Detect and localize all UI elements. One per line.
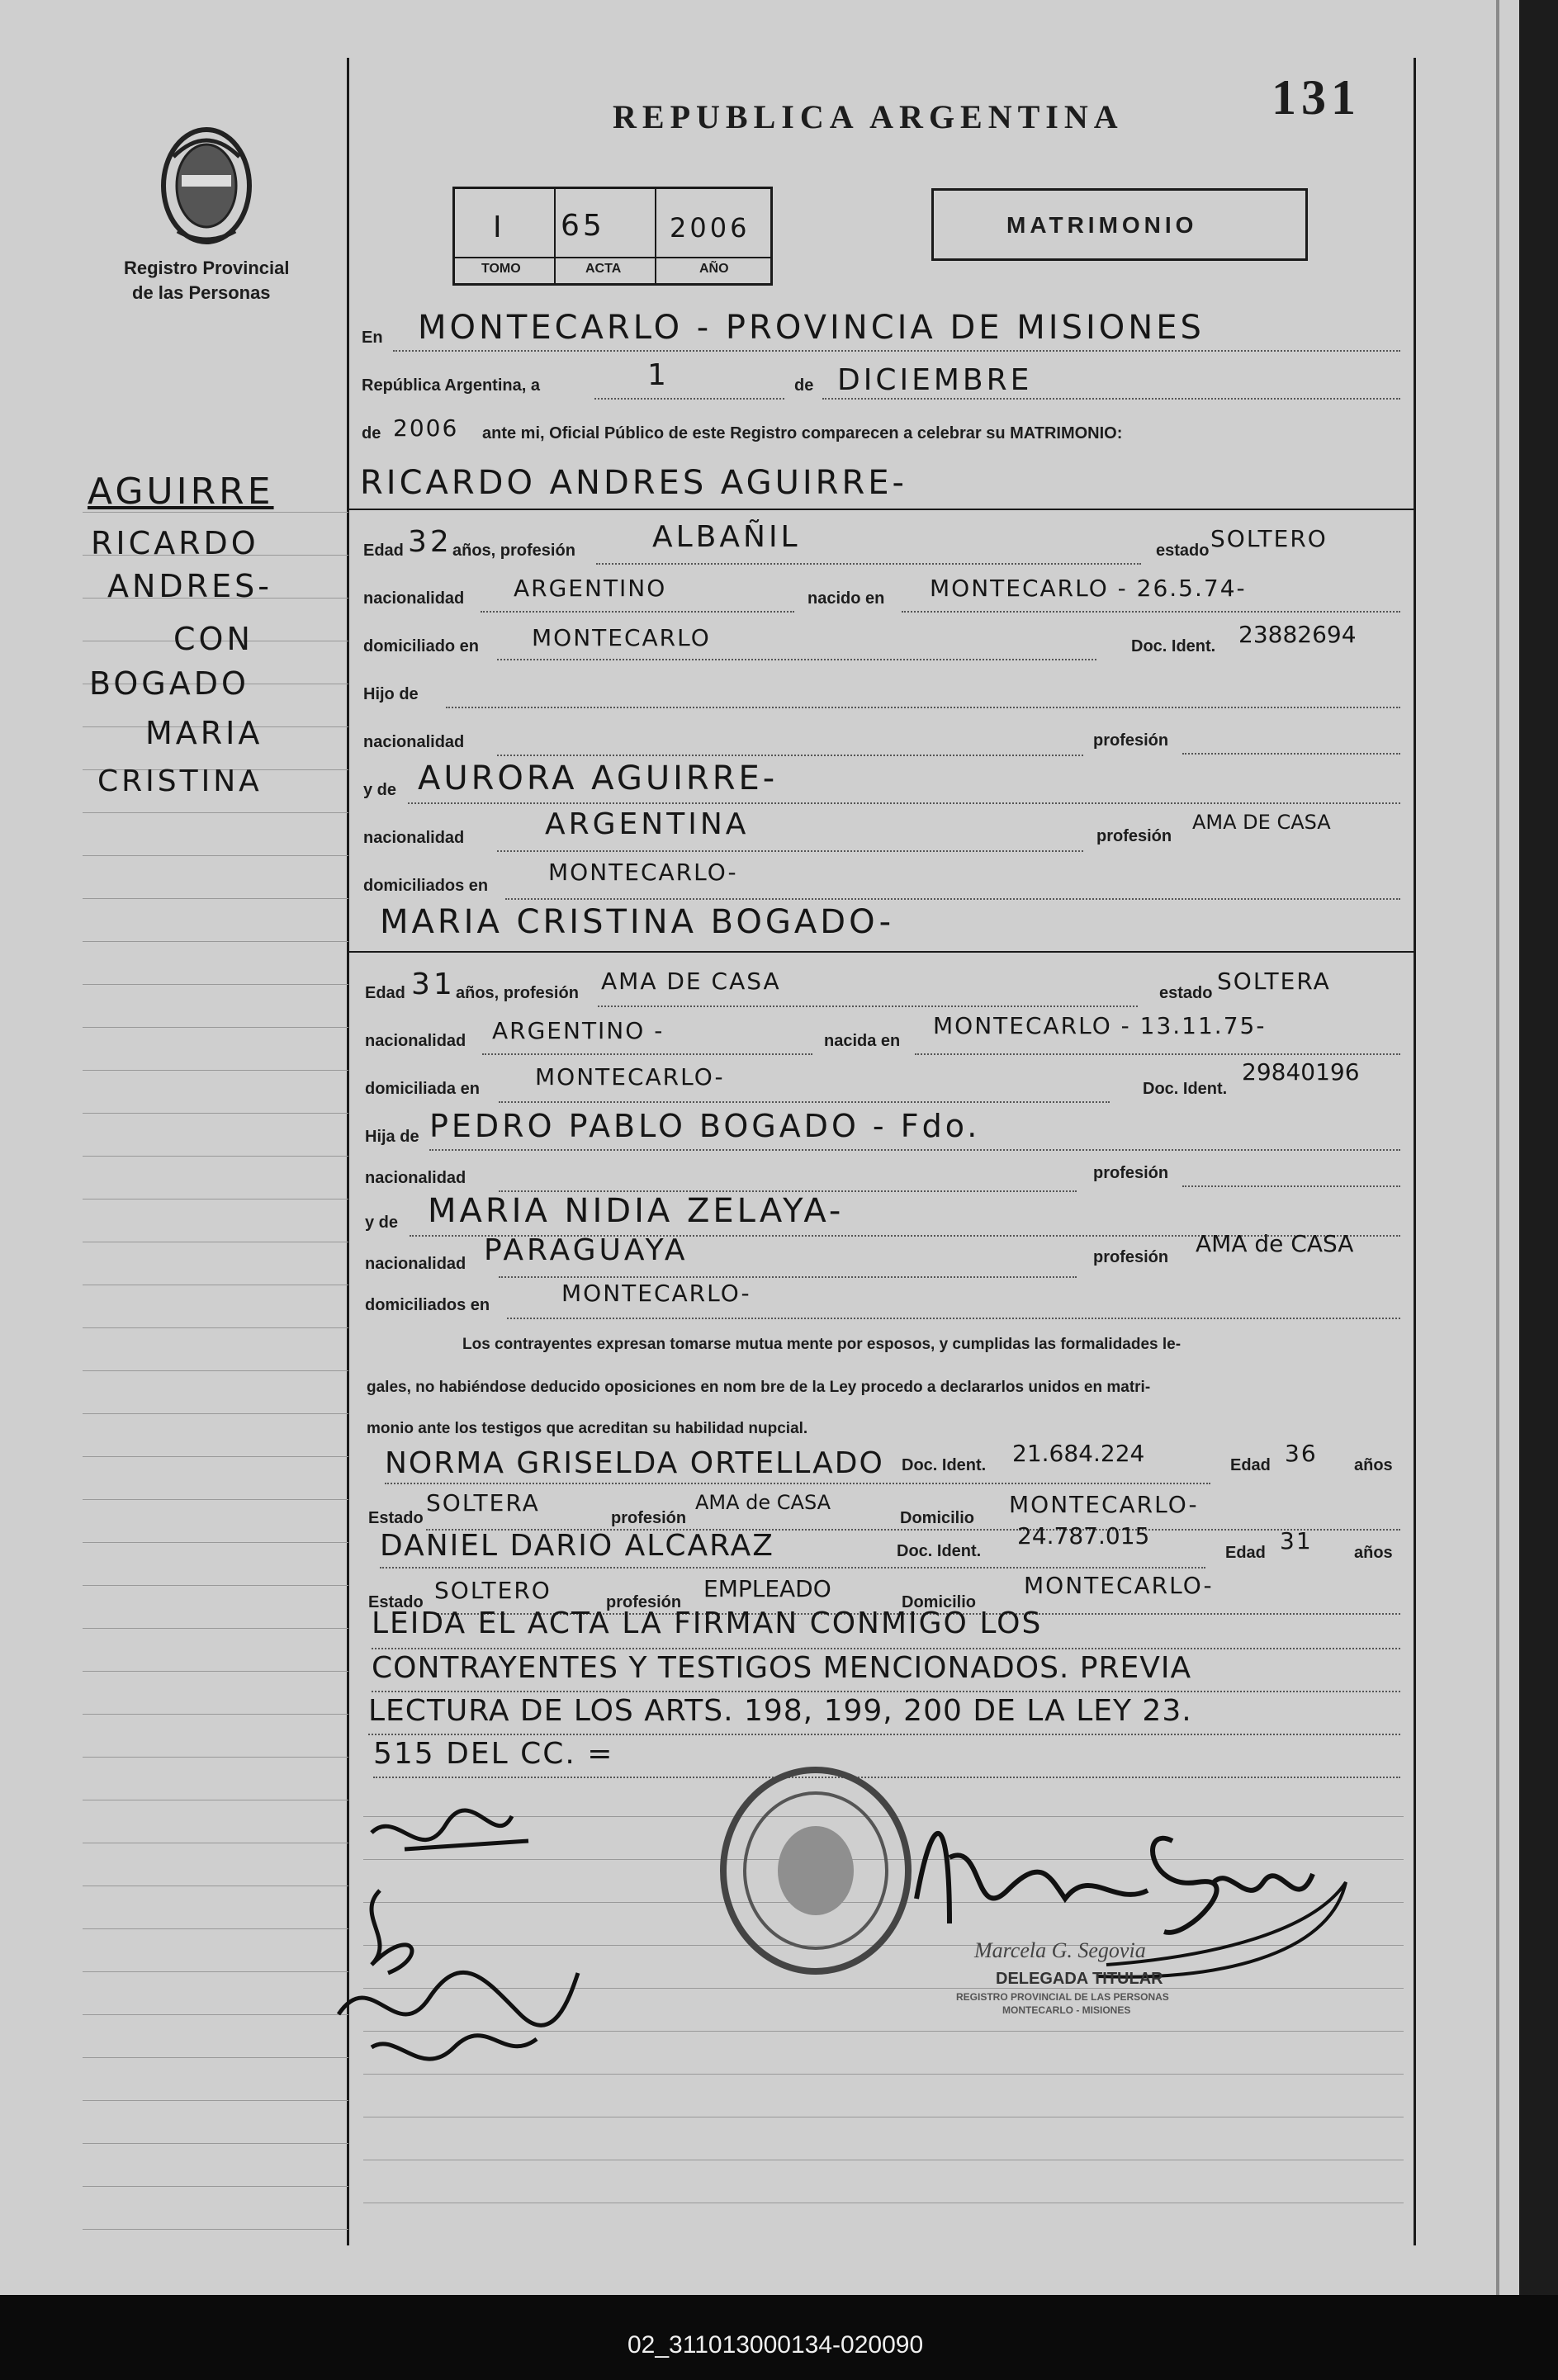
tomo-value: I [493, 211, 505, 244]
label-bride-doc: Doc. Ident. [1143, 1080, 1228, 1098]
label-groom-mother: y de [363, 781, 397, 799]
tomo-label: TOMO [481, 262, 521, 276]
declaration-line-3: monio ante los testigos que acreditan su habilidad nupcial. [367, 1420, 808, 1437]
closing-line-2: CONTRAYENTES Y TESTIGOS MENCIONADOS. PREVIA [372, 1651, 1192, 1685]
label-father-nacionalidad: nacionalidad [363, 733, 465, 751]
margin-note-line-2: RICARDO [91, 525, 259, 561]
officer-title: DELEGADA TITULAR [996, 1970, 1163, 1988]
label-en: En [362, 329, 383, 347]
binding-line [1496, 0, 1499, 2295]
label-hija-de: Hija de [365, 1128, 419, 1146]
value-year: 2006 [393, 414, 459, 442]
label-witness2-edad: Edad [1225, 1544, 1266, 1562]
bride-father: PEDRO PABLO BOGADO - Fdo. [429, 1108, 981, 1144]
label-groom-profesion: años, profesión [452, 542, 575, 560]
officer-name: Marcela G. Segovia [974, 1938, 1146, 1962]
label-groom-nacionalidad: nacionalidad [363, 589, 465, 608]
groom-section-divider [347, 509, 1414, 510]
witness1-domicile: MONTECARLO- [1009, 1491, 1199, 1518]
acta-label: ACTA [585, 262, 622, 276]
label-witness1-estado: Estado [368, 1509, 424, 1527]
label-groom-edad: Edad [363, 542, 404, 560]
bride-name: MARIA CRISTINA BOGADO- [380, 903, 895, 941]
country-title: REPUBLICA ARGENTINA [613, 98, 1124, 135]
officer-office-line1: REGISTRO PROVINCIAL DE LAS PERSONAS [956, 1991, 1169, 2003]
act-type: MATRIMONIO [1006, 212, 1198, 238]
label-republica: República Argentina, a [362, 376, 540, 395]
bride-mother-profession: AMA de CASA [1196, 1230, 1354, 1257]
label-witness2-estado: Estado [368, 1593, 424, 1611]
margin-note-line-4: CON [173, 621, 253, 657]
witness1-doc: 21.684.224 [1012, 1440, 1145, 1467]
groom-domicile: MONTECARLO [532, 624, 711, 651]
witness1-name: NORMA GRISELDA ORTELLADO [385, 1446, 884, 1480]
label-ante: ante mi, Oficial Público de este Registro comparecen a celebrar su MATRIMONIO: [482, 424, 1123, 442]
groom-mother: AURORA AGUIRRE- [418, 759, 779, 797]
label-father-profesion: profesión [1093, 731, 1169, 750]
bride-mother: MARIA NIDIA ZELAYA- [428, 1192, 845, 1230]
acta-value: 65 [561, 209, 605, 243]
witness2-name: DANIEL DARIO ALCARAZ [380, 1529, 774, 1563]
groom-mother-nationality: ARGENTINA [545, 807, 750, 841]
label-groom-nacido: nacido en [807, 589, 885, 608]
bride-birth: MONTECARLO - 13.11.75- [933, 1012, 1267, 1039]
bride-domicile: MONTECARLO- [535, 1063, 725, 1091]
image-code: 02_311013000134-020090 [627, 2331, 924, 2359]
label-witness2-doc: Doc. Ident. [897, 1542, 982, 1560]
closing-line-4: 515 DEL CC. = [373, 1737, 614, 1771]
label-witness2-prof: profesión [606, 1593, 682, 1611]
margin-note-line-5: BOGADO [89, 665, 249, 702]
right-margin-line [1414, 58, 1416, 2245]
officer-office-line2: MONTECARLO - MISIONES [1002, 2004, 1131, 2016]
label-witness1-edad: Edad [1230, 1456, 1271, 1474]
label-bride-mother-nac: nacionalidad [365, 1255, 466, 1273]
bride-mother-nationality: PARAGUAYA [484, 1233, 689, 1267]
label-hijo-de: Hijo de [363, 685, 419, 703]
witness2-age: 31 [1280, 1527, 1313, 1554]
groom-status: SOLTERO [1210, 525, 1328, 552]
label-groom-estado: estado [1156, 542, 1210, 560]
label-bride-edad: Edad [365, 984, 405, 1002]
coat-of-arms-emblem [157, 124, 256, 248]
label-groom-mother-nac: nacionalidad [363, 829, 465, 847]
witness2-status: SOLTERO [434, 1577, 552, 1604]
witness2-profession: EMPLEADO [703, 1575, 831, 1602]
label-bride-estado: estado [1159, 984, 1213, 1002]
value-place: MONTECARLO - PROVINCIA DE MISIONES [418, 309, 1205, 347]
label-bride-nacida: nacida en [824, 1032, 901, 1050]
label-groom-doc: Doc. Ident. [1131, 637, 1216, 655]
bride-section-divider [347, 951, 1414, 953]
label-witness1-anos: años [1354, 1456, 1393, 1474]
groom-nationality: ARGENTINO [514, 575, 667, 602]
act-type-box [931, 188, 1308, 261]
groom-birth: MONTECARLO - 26.5.74- [930, 575, 1247, 602]
groom-doc: 23882694 [1238, 621, 1357, 648]
label-witness1-prof: profesión [611, 1509, 687, 1527]
registry-name-line2: de las Personas [132, 282, 271, 303]
ano-label: AÑO [699, 262, 729, 276]
label-groom-mother-prof: profesión [1096, 827, 1172, 845]
groom-name: RICARDO ANDRES AGUIRRE- [360, 464, 907, 502]
witness2-domicile: MONTECARLO- [1024, 1572, 1214, 1599]
margin-note-line-7: CRISTINA [97, 764, 263, 798]
groom-parents-domicile: MONTECARLO- [548, 859, 738, 886]
label-bride-mother: y de [365, 1214, 399, 1232]
witness2-doc: 24.787.015 [1017, 1522, 1150, 1550]
groom-age: 32 [408, 525, 452, 559]
registry-name-line1: Registro Provincial [124, 258, 290, 278]
margin-note-line-1: AGUIRRE [88, 471, 274, 513]
label-groom-domicilio: domiciliado en [363, 637, 480, 655]
margin-note-line-3: ANDRES- [107, 568, 272, 604]
ano-value: 2006 [670, 212, 751, 244]
label-de-year: de [362, 424, 381, 442]
groom-profession: ALBAÑIL [652, 520, 801, 554]
label-de-month: de [794, 376, 814, 395]
label-bride-father-nac: nacionalidad [365, 1169, 466, 1187]
margin-note-line-6: MARIA [145, 715, 263, 751]
bride-nationality: ARGENTINO - [492, 1017, 665, 1044]
witness1-profession: AMA de CASA [695, 1491, 831, 1514]
label-witness2-dom: Domicilio [902, 1593, 977, 1611]
closing-line-1: LEIDA EL ACTA LA FIRMAN CONMIGO LOS [372, 1606, 1043, 1640]
label-bride-parents-dom: domiciliados en [365, 1296, 490, 1314]
footer-bar [0, 2295, 1558, 2380]
label-groom-parents-dom: domiciliados en [363, 877, 489, 895]
groom-mother-profession: AMA DE CASA [1192, 811, 1331, 834]
bride-profession: AMA DE CASA [601, 968, 781, 995]
label-bride-nacionalidad: nacionalidad [365, 1032, 466, 1050]
value-day: 1 [647, 358, 670, 392]
label-witness1-dom: Domicilio [900, 1509, 975, 1527]
label-bride-profesion: años, profesión [456, 984, 579, 1002]
official-seal-stamp [717, 1763, 915, 1978]
act-number-box [452, 187, 773, 286]
witness1-status: SOLTERA [426, 1489, 540, 1516]
label-bride-domicilio: domiciliada en [365, 1080, 480, 1098]
label-bride-mother-prof: profesión [1093, 1248, 1169, 1266]
folio-number: 131 [1271, 70, 1361, 125]
bride-age: 31 [411, 968, 456, 1001]
bride-parents-domicile: MONTECARLO- [561, 1280, 751, 1307]
declaration-line-1: Los contrayentes expresan tomarse mutua mente por esposos, y cumplidas las formalidades le- [462, 1336, 1182, 1353]
witness1-age: 36 [1285, 1440, 1318, 1467]
value-month: DICIEMBRE [837, 363, 1033, 397]
label-witness2-anos: años [1354, 1544, 1393, 1562]
label-witness1-doc: Doc. Ident. [902, 1456, 987, 1474]
party-signatures [322, 1800, 603, 2097]
declaration-line-2: gales, no habiéndose deducido oposiciones en nom bre de la Ley procedo a declararlos unidos en matri- [367, 1379, 1151, 1396]
closing-line-3: LECTURA DE LOS ARTS. 198, 199, 200 DE LA LEY 23. [368, 1694, 1192, 1728]
book-edge [1519, 0, 1558, 2295]
bride-doc: 29840196 [1242, 1058, 1360, 1086]
bride-status: SOLTERA [1217, 968, 1331, 995]
label-bride-father-prof: profesión [1093, 1164, 1169, 1182]
